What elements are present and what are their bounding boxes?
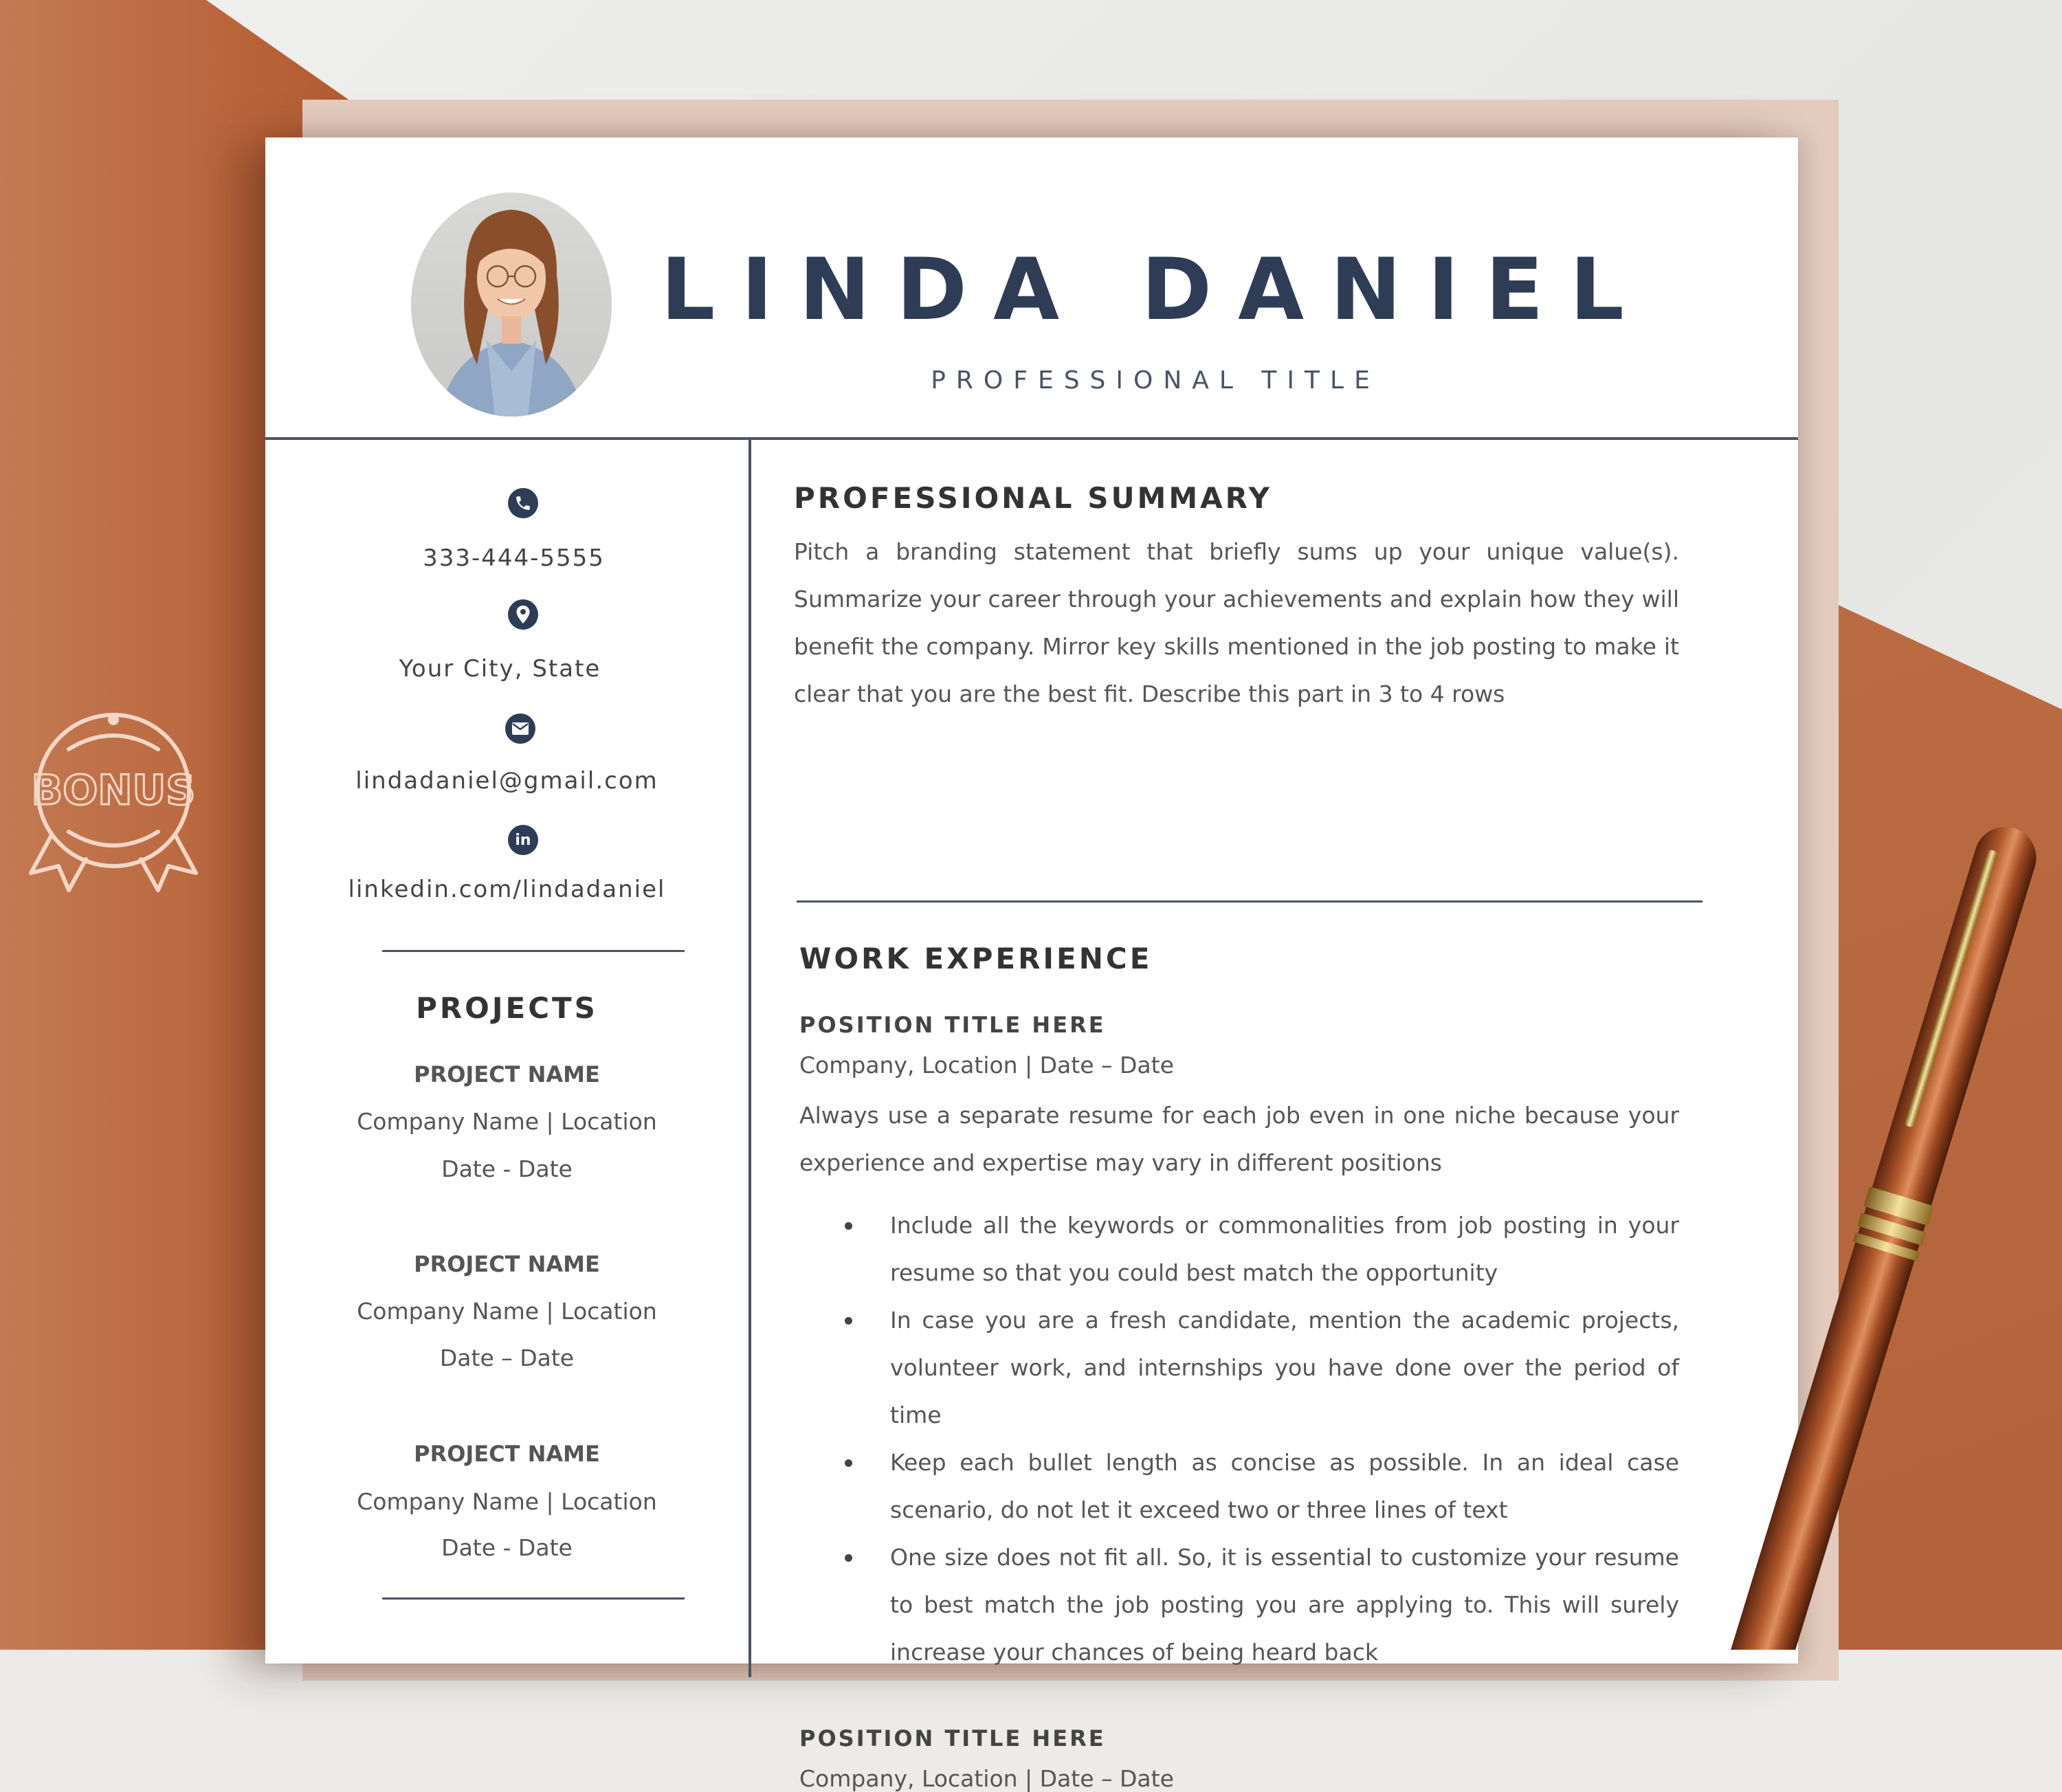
email-address[interactable]: lindadaniel@gmail.com (355, 767, 658, 795)
column-divider (749, 440, 751, 1677)
experience-heading: WORK EXPERIENCE (799, 942, 1153, 975)
sidebar-divider (382, 950, 685, 952)
project-name: PROJECT NAME (414, 1061, 600, 1087)
email-icon (505, 714, 535, 744)
phone-number: 333-444-5555 (423, 544, 605, 572)
bullet-item: In case you are a fresh candidate, mention the academic projects, volunteer work, and internships you have done over the period of time (799, 1296, 1679, 1439)
position-bullets (799, 1202, 1679, 1676)
bullet-item: Include all the keywords or commonalities from job posting in your resume so that you could best match the opportunity (799, 1202, 1679, 1296)
project-company: Company Name | Location (357, 1488, 657, 1515)
candidate-name: LINDA DANIEL (661, 241, 1650, 340)
linkedin-url[interactable]: linkedin.com/lindadaniel (348, 876, 666, 903)
professional-title: PROFESSIONAL TITLE (931, 366, 1380, 395)
project-company: Company Name | Location (357, 1108, 657, 1135)
location-pin-icon (508, 599, 538, 630)
badge-label: BONUS (31, 766, 196, 815)
sidebar-divider (382, 1597, 685, 1600)
linkedin-icon: in (508, 825, 538, 855)
summary-text: Pitch a branding statement that briefly sums up your unique value(s). Summarize your career through your achievements and explain how they will benefit the company. Mirror key skills mentioned in the job posting to make it clear that you are the best fit. Describe this part in 3 to 4 rows (794, 538, 1679, 707)
project-name: PROJECT NAME (414, 1251, 600, 1277)
position-description: Always use a separate resume for each job even in one niche because your experience and expertise may vary in different positions (799, 1102, 1679, 1176)
header-divider (265, 437, 1798, 440)
bullet-item: One size does not fit all. So, it is essential to customize your resume to best match the job posting you are applying to. This will surely increase your chances of being heard back (799, 1534, 1679, 1676)
section-divider (797, 900, 1703, 903)
bonus-badge-icon (21, 711, 206, 897)
project-name: PROJECT NAME (414, 1441, 600, 1467)
position-title: POSITION TITLE HERE (799, 1725, 1106, 1751)
project-dates: Date – Date (439, 1345, 575, 1371)
project-dates: Date - Date (441, 1155, 573, 1182)
position-title: POSITION TITLE HERE (799, 1012, 1106, 1038)
phone-icon (508, 488, 538, 518)
resume-page (265, 137, 1798, 1792)
position-company: Company, Location | Date – Date (799, 1765, 1174, 1792)
position-company: Company, Location | Date – Date (799, 1052, 1174, 1078)
profile-photo (411, 192, 612, 417)
location-text: Your City, State (399, 655, 601, 683)
projects-heading: PROJECTS (416, 991, 598, 1025)
pen-icon (1691, 811, 2062, 1650)
summary-heading: PROFESSIONAL SUMMARY (794, 481, 1273, 515)
project-dates: Date - Date (441, 1534, 573, 1561)
project-company: Company Name | Location (357, 1298, 657, 1325)
bullet-item: Keep each bullet length as concise as possible. In an ideal case scenario, do not let it exceed two or three lines of text (799, 1439, 1679, 1534)
